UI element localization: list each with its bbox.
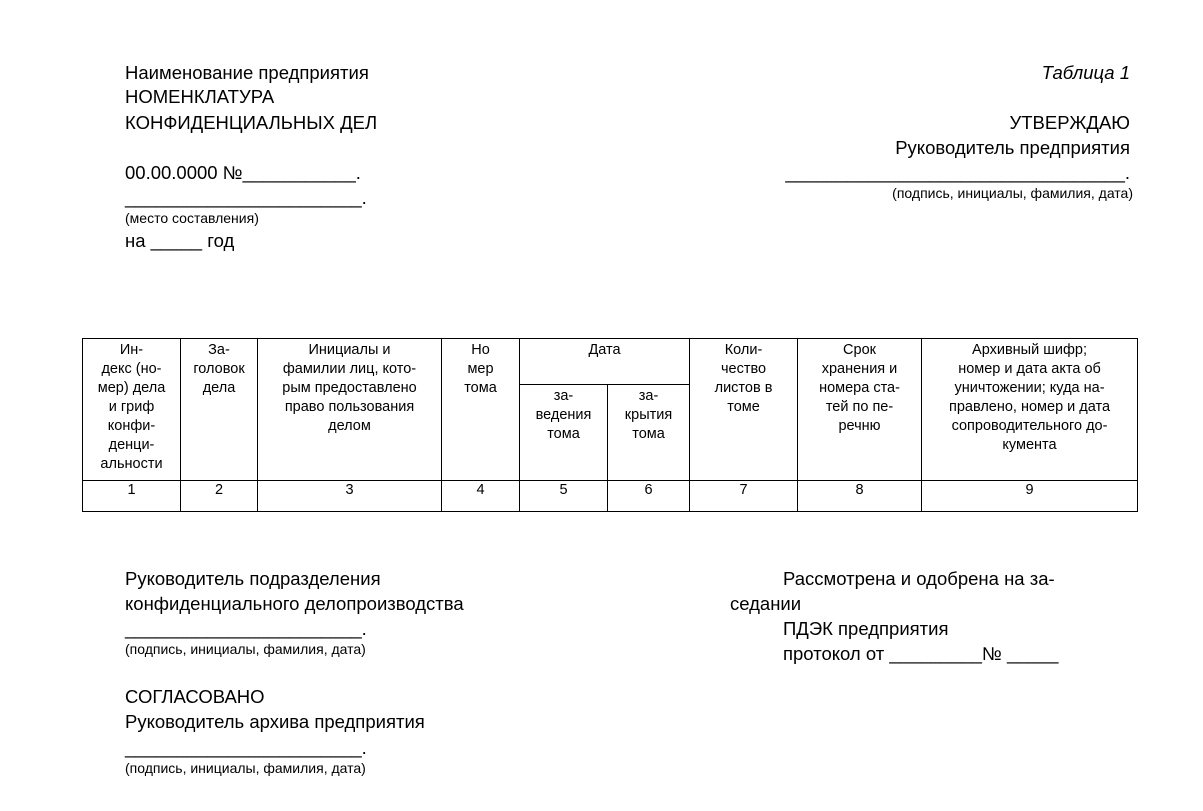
column-number: 6 (608, 481, 690, 512)
header-title: За- головок дела (181, 339, 258, 481)
header-date-closed: за- крытия тома (608, 385, 690, 481)
header-archive-code: Архивный шифр; номер и дата акта об уничтожении; куда на- правлено, номер и дата сопроводительного до- кумента (922, 339, 1138, 481)
archive-head-signature-caption: (подпись, инициалы, фамилия, дата) (125, 760, 366, 776)
place-line: _______________________. (125, 187, 367, 208)
department-head-title-line2: конфиденциального делопроизводства (125, 593, 464, 614)
approver-title: Руководитель предприятия (895, 137, 1130, 158)
header-index: Ин- декс (но- мер) дела и гриф конфи- денци- альности (83, 339, 181, 481)
document-title-line2: КОНФИДЕНЦИАЛЬНЫХ ДЕЛ (125, 112, 378, 133)
department-head-title-line1: Руководитель подразделения (125, 568, 381, 589)
approver-signature-line: _________________________________. (785, 162, 1130, 183)
header-retention: Срок хранения и номера ста- тей по пе- речню (798, 339, 922, 481)
commission-note-line1: Рассмотрена и одобрена на за- (783, 568, 1055, 589)
column-number: 5 (520, 481, 608, 512)
date-number-line: 00.00.0000 №___________. (125, 162, 361, 183)
header-sheet-count: Коли- чество листов в томе (690, 339, 798, 481)
approver-signature-caption: (подпись, инициалы, фамилия, дата) (892, 185, 1133, 201)
column-number: 7 (690, 481, 798, 512)
document-title-line1: НОМЕНКЛАТУРА (125, 86, 275, 107)
approve-stamp: УТВЕРЖДАЮ (1009, 112, 1130, 133)
header-persons: Инициалы и фамилии лиц, кото- рым предоставлено право пользования делом (258, 339, 442, 481)
department-head-signature-line: _______________________. (125, 618, 367, 639)
archive-head-signature-line: _______________________. (125, 737, 367, 758)
year-line: на _____ год (125, 230, 235, 251)
organization-name: Наименование предприятия (125, 62, 369, 83)
column-number: 9 (922, 481, 1138, 512)
agreed-stamp: СОГЛАСОВАНО (125, 686, 265, 707)
header-volume-number: Но мер тома (442, 339, 520, 481)
column-number: 3 (258, 481, 442, 512)
commission-name: ПДЭК предприятия (783, 618, 949, 639)
column-number: 4 (442, 481, 520, 512)
column-number: 8 (798, 481, 922, 512)
header-date: Дата (520, 339, 690, 385)
column-number: 1 (83, 481, 181, 512)
protocol-line: протокол от _________№ _____ (783, 643, 1059, 664)
column-number: 2 (181, 481, 258, 512)
commission-note-line2: седании (730, 593, 802, 614)
table-label: Таблица 1 (1041, 62, 1130, 83)
header-date-opened: за- ведения тома (520, 385, 608, 481)
place-caption: (место составления) (125, 210, 259, 226)
nomenclature-table (82, 338, 1138, 512)
department-head-signature-caption: (подпись, инициалы, фамилия, дата) (125, 641, 366, 657)
archive-head-title: Руководитель архива предприятия (125, 711, 425, 732)
